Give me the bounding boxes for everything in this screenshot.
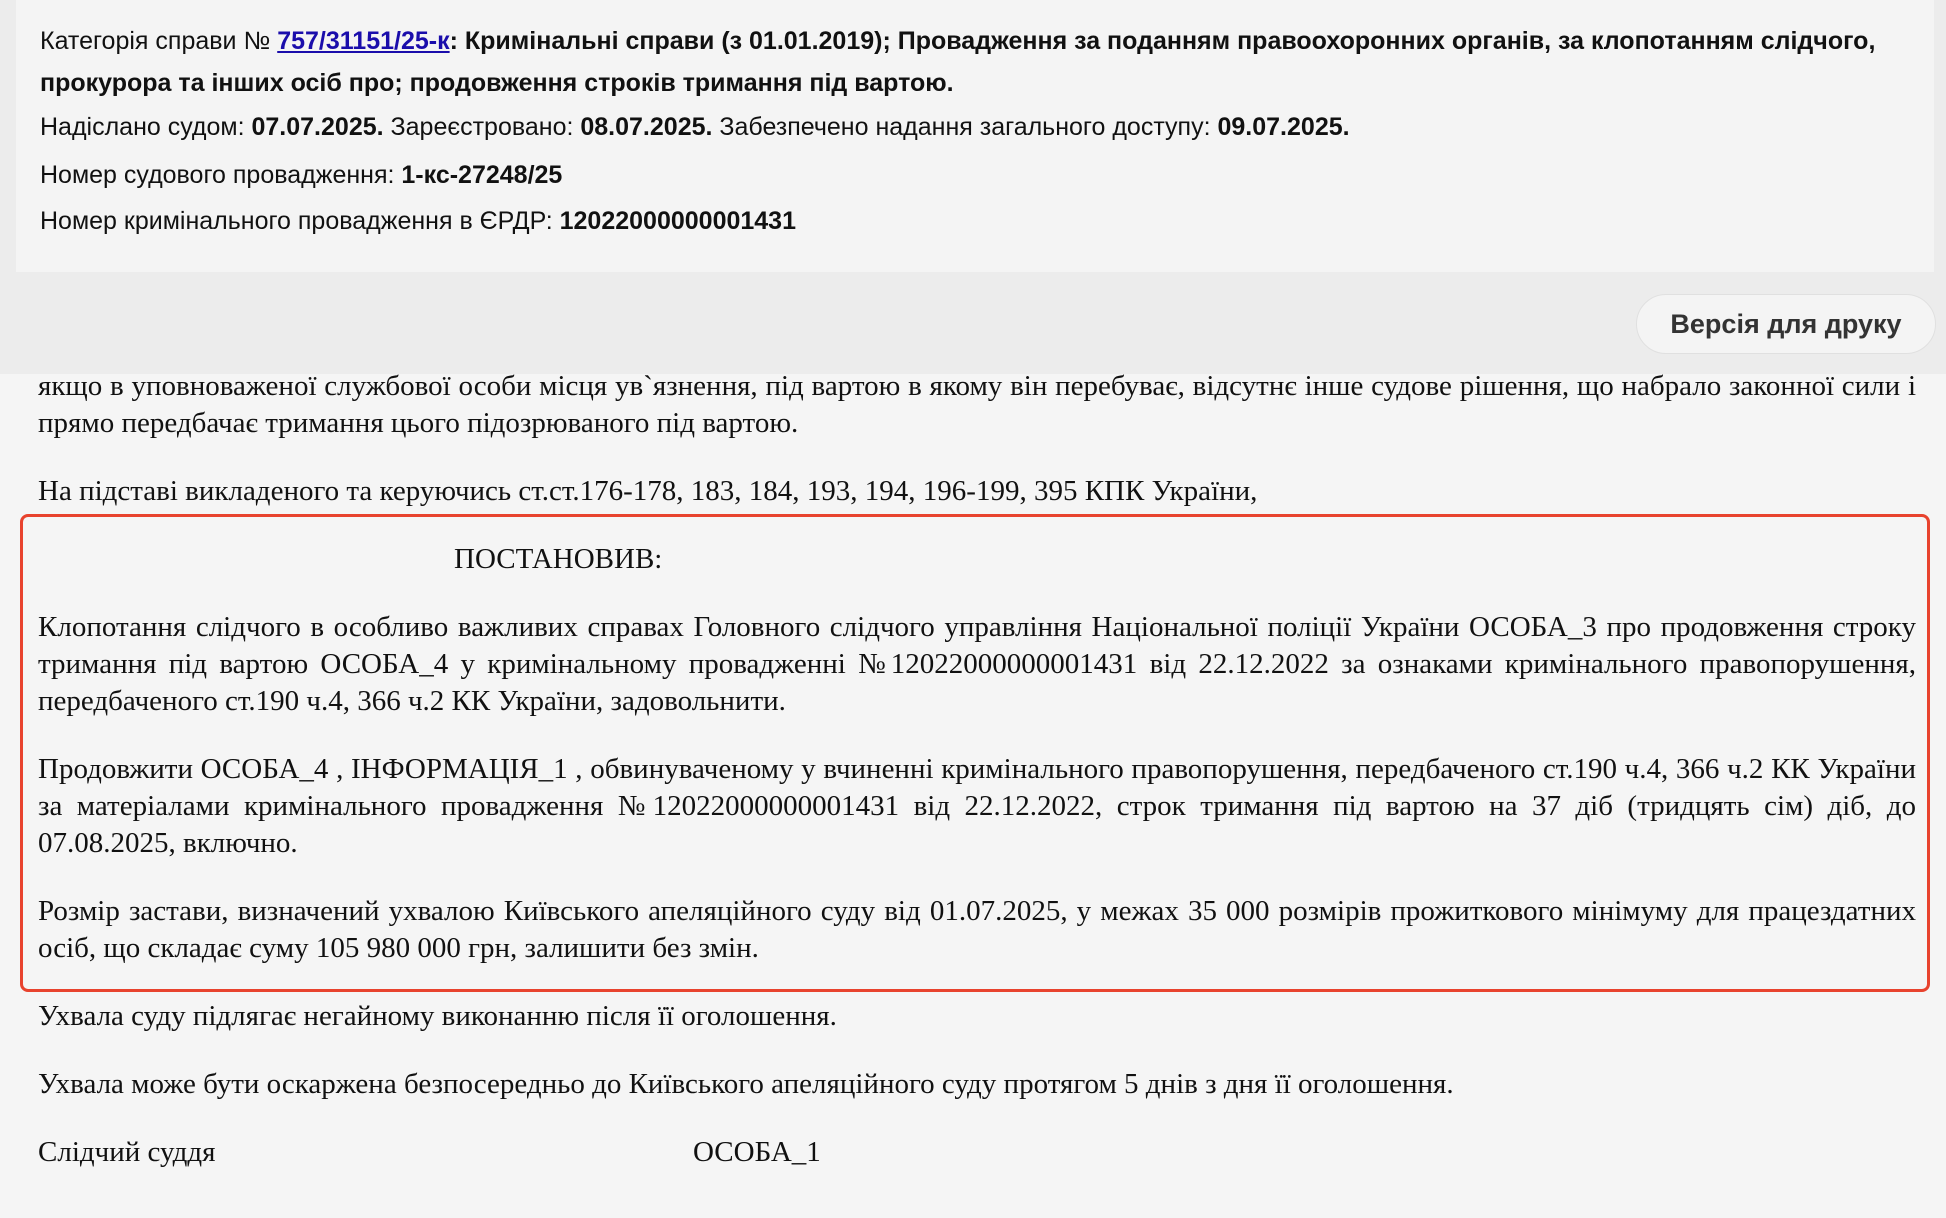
paragraph-motion-granted: Клопотання слідчого в особливо важливих справах Головного слідчого управління Національної поліції України ОСОБА_3 про продовження строку тримання під вартою ОСОБА_4 у кримінальному провадженні №12022000000001431 від 22.12.2022 за ознаками кримінального правопорушення, передбаченого ст.190 ч.4, 366 ч.2 КК України, задовольнити. [38,611,1916,717]
paragraph-appeal: Ухвала може бути оскаржена безпосередньо до Київського апеляційного суду протягом 5 днів з дня її оголошення. [38,1068,1454,1100]
proceeding-line [40,154,1910,196]
registered-date: 08.07.2025. [580,113,713,141]
paragraph-legal-basis: На підставі викладеного та керуючись ст.ст.176-178, 183, 184, 193, 194, 196-199, 395 КПК України, [38,475,1258,507]
registered-label: Зареєстровано: [390,113,574,141]
dates-line [40,106,1910,148]
proceeding-label: Номер судового провадження: [40,161,395,189]
case-metadata-panel [16,0,1934,272]
sent-date: 07.07.2025. [251,113,384,141]
erdr-label: Номер кримінального провадження в ЄРДР: [40,207,553,235]
ruling-heading: ПОСТАНОВИВ: [454,543,663,575]
paragraph-bail: Розмір застави, визначений ухвалою Київського апеляційного суду від 01.07.2025, у межах 35 000 розмірів прожиткового мінімуму для працездатних осіб, що складає суму 105 980 000 грн, залишити без змін. [38,895,1916,964]
category-label: Категорія справи № [40,27,271,55]
erdr-number: 12022000000001431 [559,207,796,235]
decision-document [0,374,1946,1218]
erdr-line [40,200,1910,242]
proceeding-number: 1-кс-27248/25 [401,161,563,189]
paragraph-detention-basis: якщо в уповноваженої службової особи місця ув`язнення, під вартою в якому він перебуває, відсутнє інше судове рішення, що набрало законної сили і прямо передбачає тримання цього підозрюваного під вартою. [38,374,1916,439]
judge-name: ОСОБА_1 [693,1136,821,1168]
access-date: 09.07.2025. [1217,113,1350,141]
print-version-button[interactable]: Версія для друку [1636,294,1936,354]
case-number-link[interactable]: 757/31151/25-к [277,27,450,55]
sent-label: Надіслано судом: [40,113,245,141]
signature-row [38,1134,1916,1171]
judge-label: Слідчий суддя [38,1136,216,1168]
paragraph-detention-extended: Продовжити ОСОБА_4 , ІНФОРМАЦІЯ_1 , обвинуваченому у вчиненні кримінального правопорушення, передбаченого ст.190 ч.4, 366 ч.2 КК України за матеріалами кримінального провадження №12022000000001431 від 22.12.2022, строк тримання під вартою на 37 діб (тридцять сім) діб, до 07.08.2025, включно. [38,753,1916,859]
access-label: Забезпечено надання загального доступу: [719,113,1211,141]
ruling-highlight-box [20,514,1930,992]
category-text: : Кримінальні справи (з 01.01.2019); Провадження за поданням правоохоронних органів, за клопотанням слідчого, прокурора та інших осіб про; продовження строків тримання під вартою. [40,27,1876,97]
case-category-line [40,20,1910,104]
paragraph-immediate-execution: Ухвала суду підлягає негайному виконанню після її оголошення. [38,1000,837,1032]
